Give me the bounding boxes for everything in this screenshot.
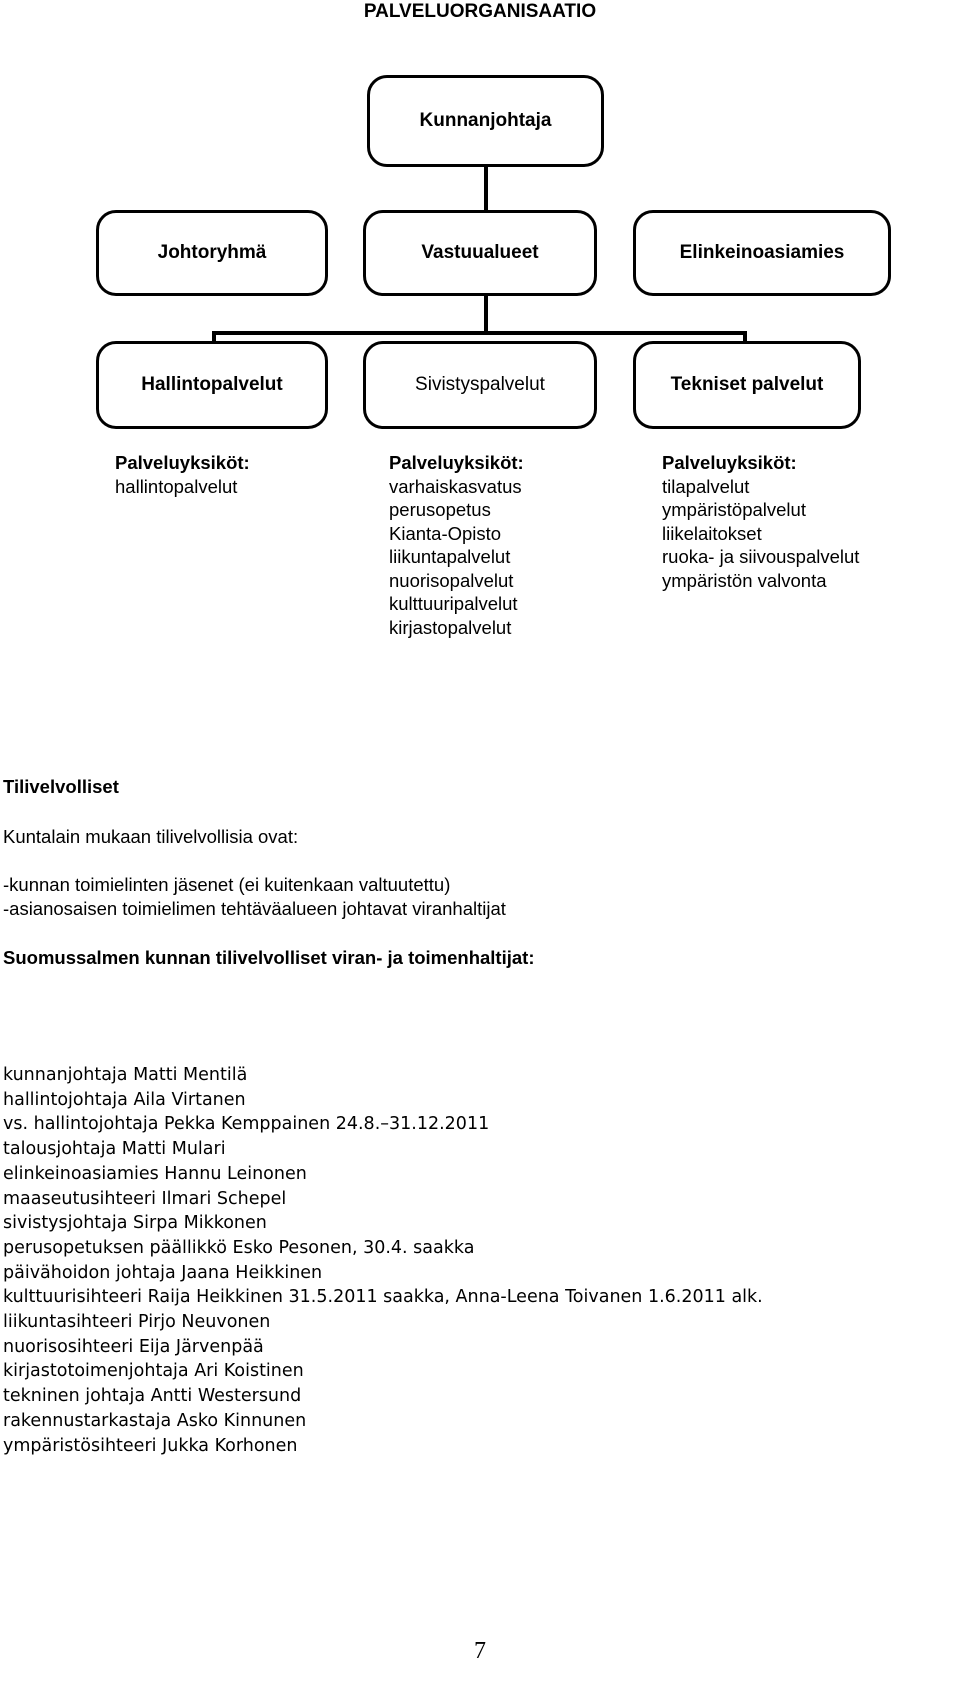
service-unit-item: kirjastopalvelut <box>389 616 512 638</box>
org-box-johtoryhma <box>96 210 328 296</box>
service-unit-item: kulttuuripalvelut <box>389 593 518 614</box>
person-item: maaseutusihteeri Ilmari Schepel <box>3 1188 287 1209</box>
service-unit-item: hallintopalvelut <box>115 475 238 497</box>
org-box-hallintopalvelut <box>96 341 328 429</box>
page-number: 7 <box>474 1638 486 1664</box>
intro-text: Kuntalain mukaan tilivelvollisia ovat: <box>3 826 299 847</box>
person-item: rakennustarkastaja Asko Kinnunen <box>3 1410 307 1431</box>
service-units-tekninen <box>662 451 859 592</box>
criteria-list <box>3 873 506 920</box>
org-box-label: Johtoryhmä <box>157 242 267 263</box>
org-box-kunnanjohtaja <box>367 75 604 167</box>
person-item: sivistysjohtaja Sirpa Mikkonen <box>3 1213 267 1234</box>
org-box-vastuualueet <box>363 210 597 296</box>
connector-horizontal <box>212 331 747 335</box>
person-item: ympäristösihteeri Jukka Korhonen <box>3 1435 298 1456</box>
org-box-tekniset-palvelut <box>633 341 861 429</box>
section-subheading: Suomussalmen kunnan tilivelvolliset viran- ja toimenhaltijat: <box>3 947 535 968</box>
person-item: talousjohtaja Matti Mulari <box>3 1139 226 1160</box>
connector-top-vertical <box>484 166 488 212</box>
person-item: perusopetuksen päällikkö Esko Pesonen, 30.4. saakka <box>3 1237 475 1258</box>
person-item: vs. hallintojohtaja Pekka Kemppainen 24.8.–31.12.2011 <box>3 1114 490 1135</box>
service-unit-item: liikuntapalvelut <box>389 546 511 567</box>
service-unit-item: Kianta-Opisto <box>389 522 502 544</box>
person-item: nuorisosihteeri Eija Järvenpää <box>3 1336 264 1357</box>
org-box-elinkeinoasiamies <box>633 210 891 296</box>
org-box-label: Tekniset palvelut <box>670 374 824 395</box>
service-units-hallinto <box>115 451 250 498</box>
service-unit-item: ympäristön valvonta <box>662 569 827 591</box>
org-box-sivistyspalvelut <box>363 341 597 429</box>
person-item: tekninen johtaja Antti Westersund <box>3 1386 302 1407</box>
service-unit-item: nuorisopalvelut <box>389 569 514 591</box>
service-units-sivistys <box>389 451 524 639</box>
org-box-label: Vastuualueet <box>421 242 539 263</box>
org-box-label: Sivistyspalvelut <box>415 374 545 395</box>
org-box-label: Hallintopalvelut <box>141 374 283 395</box>
page-title: PALVELUORGANISAATIO <box>363 1 597 22</box>
service-units-heading: Palveluyksiköt: <box>662 452 797 473</box>
person-item: liikuntasihteeri Pirjo Neuvonen <box>3 1312 271 1333</box>
criteria-item: -asianosaisen toimielimen tehtäväalueen johtavat viranhaltijat <box>3 897 506 919</box>
service-unit-item: varhaiskasvatus <box>389 475 522 497</box>
person-item: kirjastotoimenjohtaja Ari Koistinen <box>3 1361 304 1382</box>
service-unit-item: perusopetus <box>389 499 491 520</box>
person-item: kunnanjohtaja Matti Mentilä <box>3 1065 248 1085</box>
service-unit-item: tilapalvelut <box>662 475 750 497</box>
people-list <box>3 1063 763 1458</box>
person-item: päivähoidon johtaja Jaana Heikkinen <box>3 1262 323 1283</box>
service-units-heading: Palveluyksiköt: <box>115 452 250 473</box>
criteria-item: -kunnan toimielinten jäsenet (ei kuitenkaan valtuutettu) <box>3 874 451 895</box>
org-box-label: Kunnanjohtaja <box>419 110 552 131</box>
service-units-heading: Palveluyksiköt: <box>389 452 524 473</box>
service-unit-item: ruoka- ja siivouspalvelut <box>662 546 860 567</box>
person-item: kulttuurisihteeri Raija Heikkinen 31.5.2011 saakka, Anna-Leena Toivanen 1.6.2011 alk. <box>3 1287 763 1308</box>
connector-mid-vertical <box>484 294 488 334</box>
service-unit-item: ympäristöpalvelut <box>662 499 806 520</box>
service-unit-item: liikelaitokset <box>662 522 762 544</box>
person-item: elinkeinoasiamies Hannu Leinonen <box>3 1163 307 1184</box>
person-item: hallintojohtaja Aila Virtanen <box>3 1089 246 1110</box>
section-heading-tilivelvolliset: Tilivelvolliset <box>3 776 119 797</box>
org-box-label: Elinkeinoasiamies <box>679 242 845 263</box>
